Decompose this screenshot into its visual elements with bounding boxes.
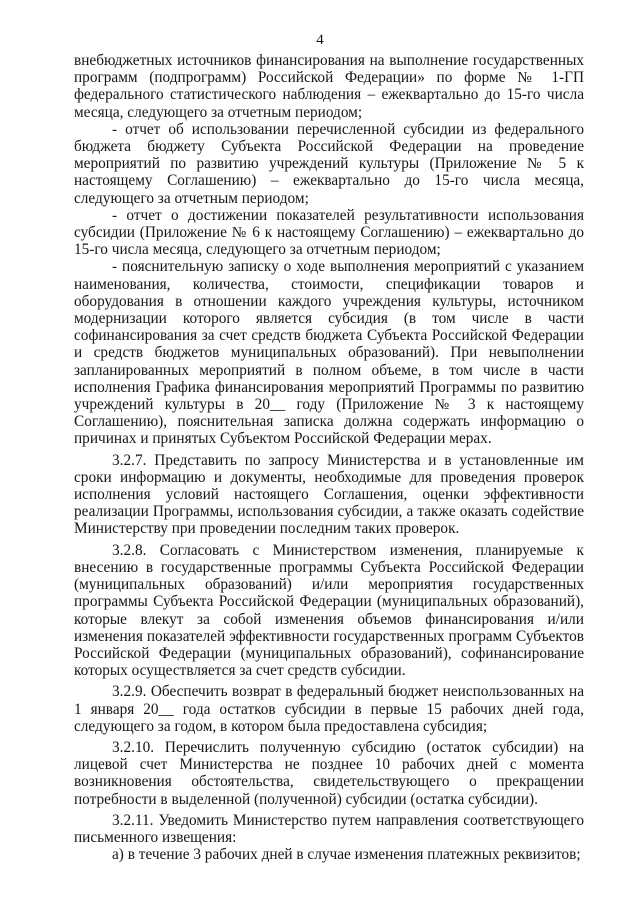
clause-3-2-10: 3.2.10. Перечислить полученную субсидию (остаток субсидии) на лицевой счет Министерства не позднее 10 рабочих дней с момента возникновения обстоятельства, свидетельствующего о прекращении потребности в выделенной (полученной) субсидии (остатка субсидии). [74,738,584,808]
paragraph-explanatory-note: - пояснительную записку о ходе выполнения мероприятий с указанием наименования, количества, стоимости, спецификации товаров и оборудования в отношении каждого учреждения культуры, источником модернизации которого является субсидия (в том числе в части софинансирования за счет средств бюджета Субъекта Российской Федерации и средств бюджетов муниципальных образований). При невыполнении запланированных мероприятий в полном объеме, в том числе в части исполнения Графика финансирования мероприятий Программы по развитию учреждений культуры в 20__ году (Приложение № 3 к настоящему Соглашению), пояснительная записка должна содержать информацию о причинах и принятых Субъектом Российской Федерации мерах. [74,258,584,448]
document-body [74,52,584,863]
clause-3-2-8: 3.2.8. Согласовать с Министерством изменения, планируемые к внесению в государственные программы Субъекта Российской Федерации (муниципальных образований) и/или мероприятия государственных программы Субъекта Российской Федерации (муниципальных образований), которые влекут за собой изменения объемов финансирования и/или изменения показателей эффективности государственных программ Субъектов Российской Федерации (муниципальных образований), софинансирование которых осуществляется за счет средств субсидии. [74,541,584,680]
clause-3-2-11: 3.2.11. Уведомить Министерство путем направления соответствующего письменного извещения: [74,811,584,846]
paragraph-report-indicators: - отчет о достижении показателей результативности использования субсидии (Приложение № 6 к настоящему Соглашению) – ежеквартально до 15-го числа месяца, следующего за отчетным периодом; [74,206,584,259]
clause-3-2-9: 3.2.9. Обеспечить возврат в федеральный бюджет неиспользованных на 1 января 20__ года остатков субсидии в первые 15 рабочих дней года, следующего за годом, в котором была предоставлена субсидия; [74,683,584,735]
page-number: 4 [316,32,324,48]
paragraph-continuation: внебюджетных источников финансирования на выполнение государственных программ (подпрограмм) Российской Федерации» по форме № 1-ГП федерального статистического наблюдения – ежеквартально до 15-го числа месяца, следующего за отчетным периодом; [74,52,584,121]
clause-item-a: а) в течение 3 рабочих дней в случае изменения платежных реквизитов; [112,846,581,864]
paragraph-report-subsidy-use: - отчет об использовании перечисленной субсидии из федерального бюджета бюджету Субъекта Российской Федерации на проведение мероприятий по развитию учреждений культуры (Приложение № 5 к настоящему Соглашению) – ежеквартально до 15-го числа месяца, следующего за отчетным периодом; [74,120,584,207]
clause-3-2-7: 3.2.7. Представить по запросу Министерства и в установленные им сроки информацию и документы, необходимые для проведения проверок исполнения условий настоящего Соглашения, оценки эффективности реализации Программы, использования субсидии, а также оказать содействие Министерству при проведении последним таких проверок. [74,451,584,538]
